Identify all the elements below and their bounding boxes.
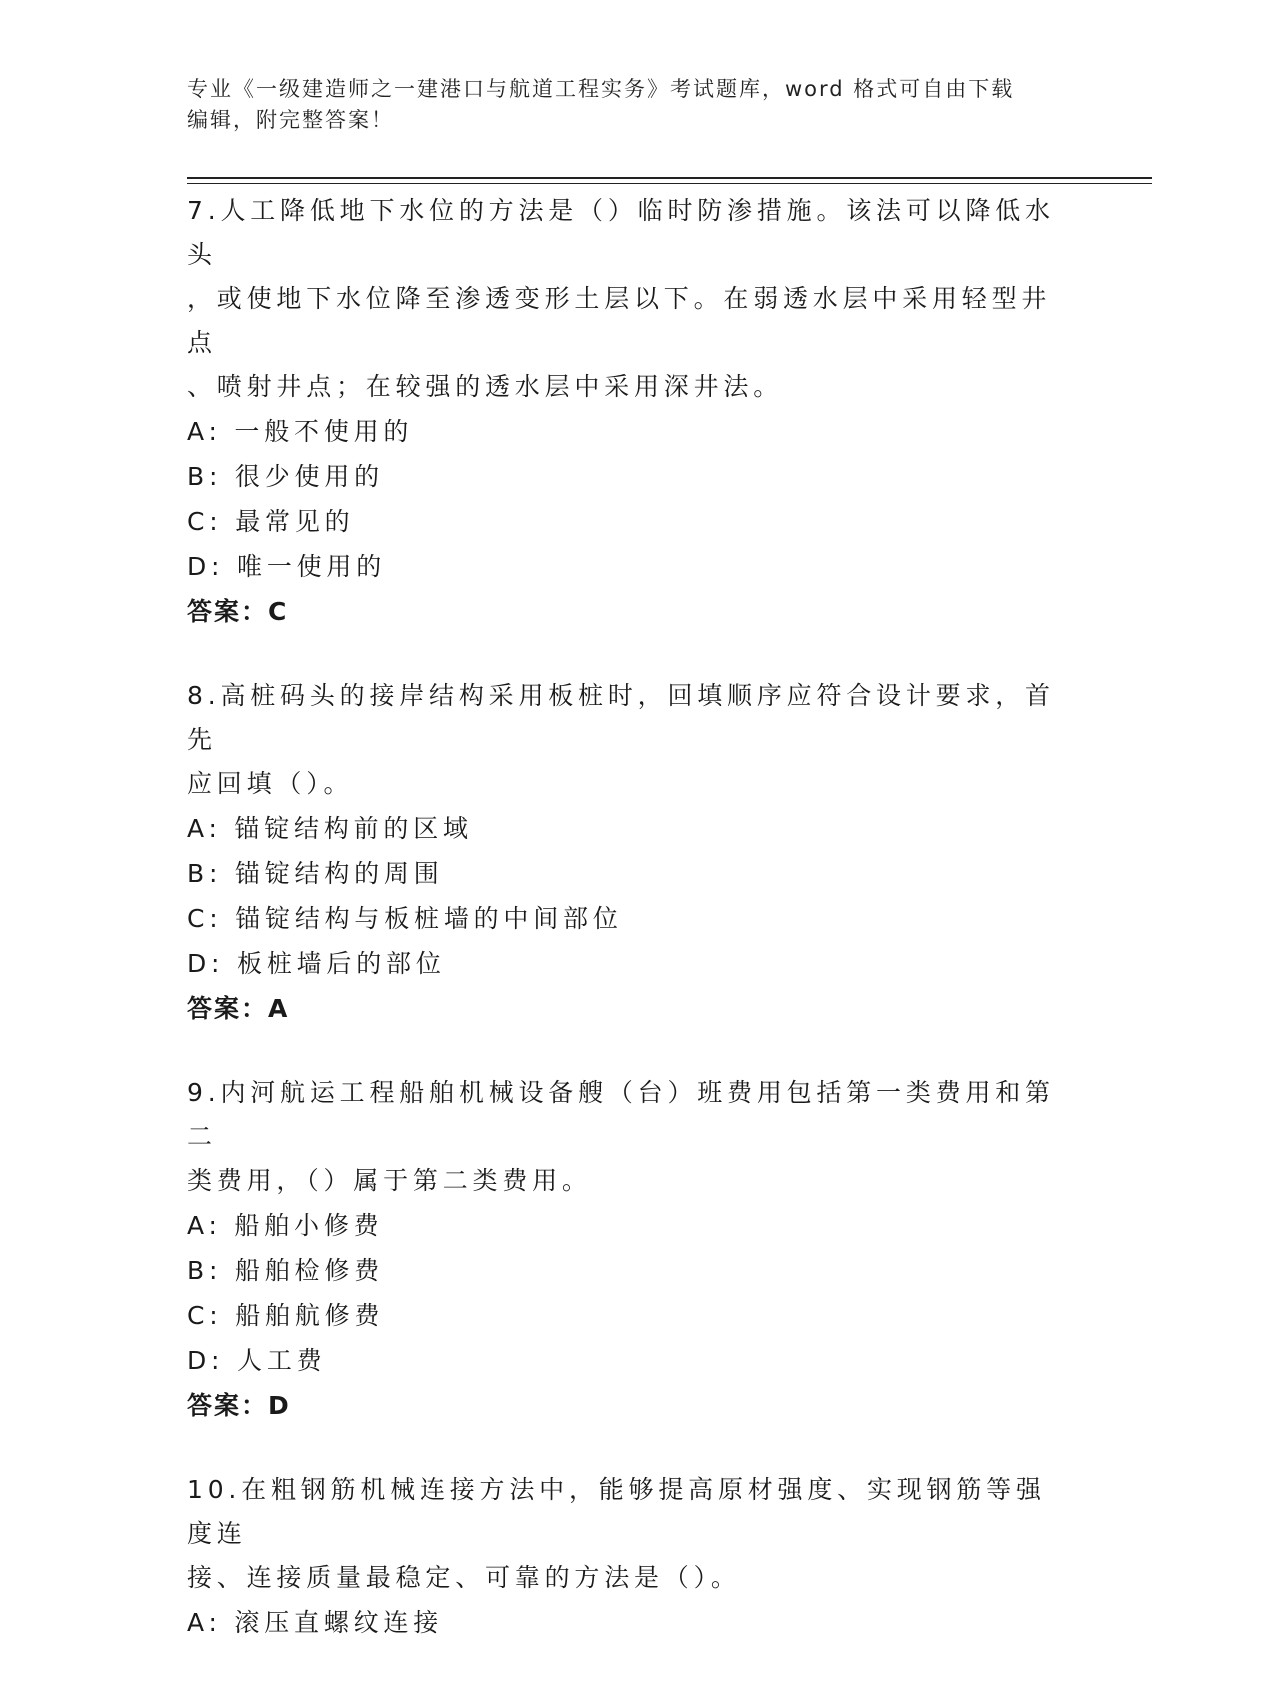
question-8 bbox=[187, 674, 1067, 1031]
question-stem-line: 应回填（）。 bbox=[187, 769, 354, 798]
question-10 bbox=[187, 1468, 1067, 1645]
answer-line: 答案：D bbox=[187, 1391, 291, 1420]
answer-line: 答案：A bbox=[187, 994, 290, 1023]
option-d: D: 人工费 bbox=[187, 1346, 327, 1375]
option-b: B: 锚锭结构的周围 bbox=[187, 859, 444, 888]
question-stem-line: 10.在粗钢筋机械连接方法中，能够提高原材强度、实现钢筋等强度连 bbox=[187, 1475, 1046, 1548]
question-stem-line: 类费用，（）属于第二类费用。 bbox=[187, 1166, 592, 1195]
question-9 bbox=[187, 1071, 1067, 1428]
header-line-2: 编辑，附完整答案！ bbox=[187, 108, 394, 132]
question-7 bbox=[187, 189, 1067, 634]
question-stem-line: 9.内河航运工程船舶机械设备艘（台）班费用包括第一类费用和第二 bbox=[187, 1078, 1055, 1151]
question-stem-line: 、喷射井点；在较强的透水层中采用深井法。 bbox=[187, 372, 784, 401]
question-stem-line: 8.高桩码头的接岸结构采用板桩时，回填顺序应符合设计要求，首先 bbox=[187, 681, 1055, 754]
option-a: A: 船舶小修费 bbox=[187, 1211, 384, 1240]
header-line-1: 专业《一级建造师之一建港口与航道工程实务》考试题库，word 格式可自由下载 bbox=[187, 77, 1015, 101]
option-d: D: 唯一使用的 bbox=[187, 552, 387, 581]
question-stem-line: 接、连接质量最稳定、可靠的方法是（）。 bbox=[187, 1563, 741, 1592]
document-header bbox=[187, 74, 1067, 136]
header-divider-thin bbox=[187, 183, 1152, 184]
question-stem-line: ，或使地下水位降至渗透变形土层以下。在弱透水层中采用轻型井点 bbox=[187, 284, 1052, 357]
option-c: C: 锚锭结构与板桩墙的中间部位 bbox=[187, 904, 623, 933]
question-list bbox=[187, 189, 1067, 1685]
option-a: A: 滚压直螺纹连接 bbox=[187, 1608, 444, 1637]
question-stem-line: 7.人工降低地下水位的方法是（）临时防渗措施。该法可以降低水头 bbox=[187, 196, 1055, 269]
header-divider-thick bbox=[187, 177, 1152, 179]
option-d: D: 板桩墙后的部位 bbox=[187, 949, 446, 978]
option-b: B: 很少使用的 bbox=[187, 462, 384, 491]
option-b: B: 船舶检修费 bbox=[187, 1256, 384, 1285]
answer-line: 答案：C bbox=[187, 597, 289, 626]
option-c: C: 船舶航修费 bbox=[187, 1301, 385, 1330]
option-c: C: 最常见的 bbox=[187, 507, 355, 536]
option-a: A: 锚锭结构前的区域 bbox=[187, 814, 473, 843]
option-a: A: 一般不使用的 bbox=[187, 417, 414, 446]
